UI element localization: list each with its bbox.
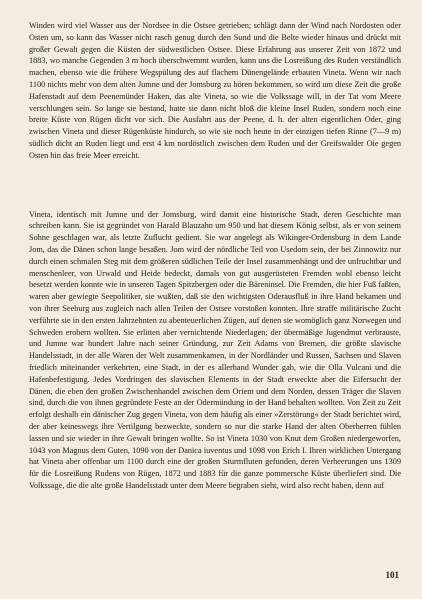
paragraph-1: Winden wird viel Wasser aus der Nordsee in die Ostsee getrieben; schlägt dann der Wind nach Nordosten oder Osten um, so kann das Wasser nicht rasch genug durch den Sund und die Belte wieder hinaus und drückt mit großer Gewalt gegen die Küsten der südwestlichen Ostsee. Diese Erfahrung aus unserer Zeit von 1872 und 1883, wo manche Gegenden 3 m hoch überschwemmt wurden, kann uns die Losreißung des Ruden verständlich machen, ebenso wie die frühere Wegspülung des auf flachem Dünengelände erbauten Vineta. Wenn wir nach 1100 nichts mehr von dem alten Jumne und der Jomsburg zu hören bekommen, so wird um diese Zeit die große Hafenstadt auf dem Peenemünder Haken, das alte Vineta, so wie die Volkssage will, in der Tat vom Meere verschlungen sein. So lange sie bestand, hatte sie dann nicht bloß die kleine Insel Ruden, sondern noch eine breite Küste von Rügen dicht vor sich. Die Ausfahrt aus der Peene, d. h. der alten eigentlichen Oder, ging zwischen Vineta und dieser Rügenküste hindurch, so wie sie noch heute in der einzigen tiefen Rinne (7—9 m) südlich dicht an Ruden liegt und erst 4 km nordöstlich zwischen dem Ruden und der Greifswalder Oie gegen Osten hin das freie Meer erreicht.	[29, 21, 401, 160]
paragraph-gap	[29, 162, 401, 209]
page-number: 101	[385, 570, 399, 580]
paragraph-2: Vineta, identisch mit Jumne und der Jomsburg, wird damit eine historische Stadt, deren Geschichte man schreiben kann. Sie ist gegründet von Harald Blauzahn um 950 und hat diesem König selbst, als er von seinem Sohne geschlagen war, als letzte Zuflucht gedient. Sie war angelegt als Wikinger-Ordensburg in dem Lande Jom, das die Dänen schon lange besaßen. Jom wird der nördliche Teil von Usedom sein, der bei Zinnowitz nur durch einen schmalen Steg mit dem größeren südlichen Teile der Insel zusammenhängt und der unfruchtbar und menschenleer, von Urwald und Heide bedeckt, damals von gut ausgerüsteten Fremden wohl ebenso leicht besetzt werden konnte wie in unseren Tagen Spitzbergen oder die Bäreninsel. Die Fremden, die hier Fuß faßten, waren aber gewiegte Seepolitiker, sie wußten, daß sie den wichtigsten Oderausfluß in ihre Hand bekamen und von ihrer Seeburg aus zugleich nach allen Teilen der Ostsee vorstoßen konnten. Ihre straffe militärische Zucht verführte sie in den ersten Jahrzehnten zu abenteuerlichen Zügen, auf denen sie womöglich ganz Norwegen und Schweden erobern wollten. Sie erlitten aber vernichtende Niederlagen; der übermäßige Jugendmut verbrauste, und Jumne war hundert Jahre nach seiner Gründung, zur Zeit Adams von Bremen, die größte slavische Handelsstadt, in der alle Waren der Welt zusammenkamen, in der Nordländer und Russen, Sachsen und Slaven friedlich miteinander verkehrten, eine Stadt, in der es allerhand Wunder gab, wie die Olla Vulcani und die Hafenbefestigung. Jedes Vordringen des slavischen Elements in der Stadt erweckte aber die Eifersucht der Dänen, die eben den großen Zwischenhandel zwischen dem Orient und dem Norden, dessen Träger die Slaven sind, durch die von ihnen gegründete Feste an der Odermündung in der Hand behalten wollten. Von Zeit zu Zeit erfolgt deshalb ein dänischer Zug gegen Vineta, von dem häufig als einer »Zerstörung« der Stadt berichtet wird, der aber keineswegs ihre Vertilgung bezweckte, sondern so nur die starke Hand der alten Oberherren fühlen lassen und sie wieder in ihre Gewalt bringen wollte. So ist Vineta 1030 von Knut dem Großen niedergeworfen, 1043 von Magnus dem Guten, 1090 von der Danica iuventus und 1098 von Erich I. Ihren wirklichen Untergang hat Vineta aber offenbar um 1100 durch eine der großen Sturmfluten gefunden, deren Verheerungen uns 1309 für die Losreißung Rudens von Rügen, 1872 und 1883 für die ganze pommersche Küste überliefert sind. Die Volkssage, die die alte große Handelsstadt unter dem Meere begraben sieht, wird also recht haben, denn auf	[29, 209, 401, 490]
